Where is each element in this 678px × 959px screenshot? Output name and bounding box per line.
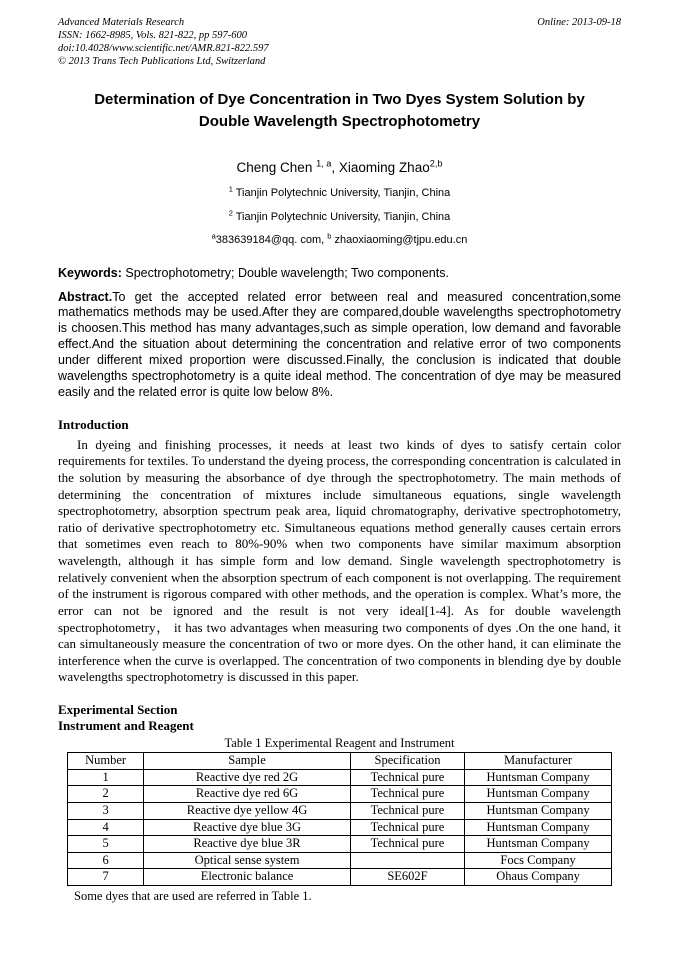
online-date: Online: 2013-09-18 xyxy=(537,17,621,28)
email-2-superscript: b xyxy=(327,230,332,240)
cell-specification: Technical pure xyxy=(350,769,464,786)
table-row xyxy=(68,819,612,836)
cell-manufacturer: Huntsman Company xyxy=(465,802,612,819)
cell-number: 5 xyxy=(68,836,144,853)
affiliation-2-text: Tianjin Polytechnic University, Tianjin, China xyxy=(235,210,451,223)
instrument-reagent-heading: Instrument and Reagent xyxy=(58,718,194,733)
cell-number: 1 xyxy=(68,769,144,786)
author-1-name: Cheng Chen xyxy=(236,159,317,175)
cell-manufacturer: Huntsman Company xyxy=(465,786,612,803)
cell-number: 7 xyxy=(68,869,144,886)
author-1-superscript: 1, a xyxy=(316,158,332,168)
abstract-text: To get the accepted related error between real and measured concentration,some mathematics methods may be used.After they are compared,double wavelengths spectrophotometry is choosen.This method has many advantages,such as simple operation, low demand and favorable effect.And the situation about determining the concentration and relative error of two components under different mixed proportion were discussed.Finally, the conclusion is indicated that double wavelengths spectrophotometry is a quite ideal method. The concentration of dye may be measured easily and the related error is quite low below 8%. xyxy=(58,289,621,399)
cell-number: 3 xyxy=(68,802,144,819)
column-header-number: Number xyxy=(68,753,144,770)
authors-line xyxy=(58,160,621,175)
author-2-name: Xiaoming Zhao xyxy=(338,159,430,175)
email-1-superscript: a xyxy=(211,230,216,240)
table-row xyxy=(68,802,612,819)
cell-specification: Technical pure xyxy=(350,802,464,819)
table-row xyxy=(68,786,612,803)
cell-sample: Optical sense system xyxy=(144,852,351,869)
table-row xyxy=(68,869,612,886)
email-1-address: 383639184@qq. com, xyxy=(215,233,328,246)
emails-line xyxy=(58,230,621,246)
cell-manufacturer: Huntsman Company xyxy=(465,819,612,836)
cell-sample: Reactive dye red 2G xyxy=(144,769,351,786)
doi-line: doi:10.4028/www.scientific.net/AMR.821-822.597 xyxy=(58,43,269,55)
cell-sample: Reactive dye yellow 4G xyxy=(144,802,351,819)
affiliation-2 xyxy=(58,207,621,223)
journal-info-block xyxy=(58,16,269,69)
table-row xyxy=(68,836,612,853)
author-2-superscript: 2,b xyxy=(429,158,443,168)
cell-specification: Technical pure xyxy=(350,836,464,853)
cell-number: 2 xyxy=(68,786,144,803)
title-line-2: Double Wavelength Spectrophotometry xyxy=(198,113,481,130)
abstract-paragraph xyxy=(58,290,621,401)
abstract-label: Abstract. xyxy=(58,289,113,304)
cell-number: 6 xyxy=(68,852,144,869)
cell-specification xyxy=(350,852,464,869)
cell-specification: SE602F xyxy=(350,869,464,886)
table-header-row xyxy=(68,753,612,770)
table-row xyxy=(68,852,612,869)
table-row xyxy=(68,769,612,786)
journal-header xyxy=(58,16,621,69)
experimental-section-heading: Experimental Section xyxy=(58,702,178,717)
table-1-caption: Table 1 Experimental Reagent and Instrument xyxy=(224,736,455,750)
keywords-label: Keywords: xyxy=(58,265,122,280)
keywords-line xyxy=(58,266,621,280)
cell-manufacturer: Ohaus Company xyxy=(465,869,612,886)
reagent-instrument-table xyxy=(67,752,612,886)
cell-manufacturer: Huntsman Company xyxy=(465,836,612,853)
column-header-specification: Specification xyxy=(350,753,464,770)
cell-manufacturer: Huntsman Company xyxy=(465,769,612,786)
affiliation-2-superscript: 2 xyxy=(228,207,233,217)
journal-name: Advanced Materials Research xyxy=(58,17,185,28)
affiliation-1-text: Tianjin Polytechnic University, Tianjin, China xyxy=(235,186,451,199)
keywords-text: Spectrophotometry; Double wavelength; Two components. xyxy=(125,265,449,280)
table-reference-note: Some dyes that are used are referred in Table 1. xyxy=(74,889,312,903)
cell-sample: Electronic balance xyxy=(144,869,351,886)
introduction-heading: Introduction xyxy=(58,416,129,432)
email-2-address: zhaoxiaoming@tjpu.edu.cn xyxy=(334,233,468,246)
paper-title xyxy=(58,89,621,134)
cell-sample: Reactive dye blue 3R xyxy=(144,836,351,853)
authors-separator: , xyxy=(331,159,339,175)
cell-specification: Technical pure xyxy=(350,819,464,836)
title-line-1: Determination of Dye Concentration in Two Dyes System Solution by xyxy=(94,90,585,108)
column-header-sample: Sample xyxy=(144,753,351,770)
copyright-line: © 2013 Trans Tech Publications Ltd, Switzerland xyxy=(58,56,266,68)
cell-sample: Reactive dye red 6G xyxy=(144,786,351,803)
affiliation-1 xyxy=(58,183,621,199)
cell-sample: Reactive dye blue 3G xyxy=(144,819,351,836)
affiliation-1-superscript: 1 xyxy=(228,183,233,193)
cell-number: 4 xyxy=(68,819,144,836)
introduction-paragraph: In dyeing and finishing processes, it needs at least two kinds of dyes to satisfy certain color requirements for textiles. To understand the dyeing process, the corresponding concentration is calculated in the solution by measuring the absorbance of dye through the spectrophotometry. The main methods of determining the concentration of mixtures include simultaneous equations, single wavelength spectrophotometry, absorption spectrum peak area, liquid chromatography, derivative spectrophotometry, ratio of derivative spectrophotometry etc. Simultaneous equations method generally causes certain errors that sometimes even reach to 80%-90% when two components have similar maximum absorption wavelength, although it has simple form and low demand. Single wavelength spectrophotometry is relatively convenient when the absorption spectrum of each component is not overlapping. The requirement of the instrument is rigorous compared with other methods, and the operation is complex. What’s more, the error can not be ignored and the result is not very ideal[1-4]. As for double wavelength spectrophotometry， it has two advantages when measuring two components of dyes .On the one hand, it can simultaneously measure the concentration of two or more dyes. On the other hand, it can eliminate the interference when the curve is overlapped. The concentration of two components in blending dye by double wavelengths spectrophotometry is discussed in this paper. xyxy=(58,436,621,685)
issn-line: ISSN: 1662-8985, Vols. 821-822, pp 597-600 xyxy=(58,30,247,42)
column-header-manufacturer: Manufacturer xyxy=(465,753,612,770)
cell-specification: Technical pure xyxy=(350,786,464,803)
cell-manufacturer: Focs Company xyxy=(465,852,612,869)
